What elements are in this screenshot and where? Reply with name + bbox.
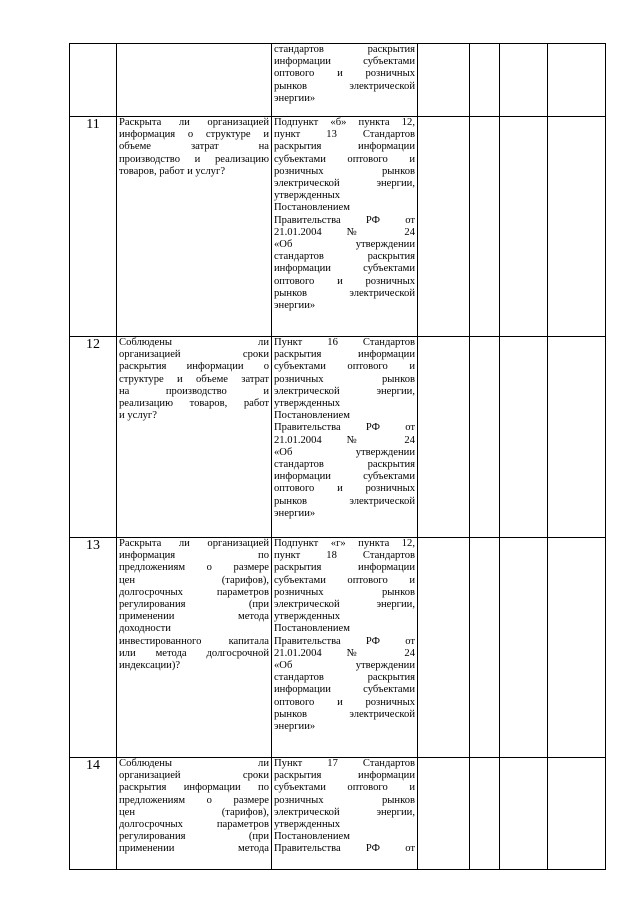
empty-cell (418, 337, 470, 538)
requirement-line: Правительства РФ от (274, 422, 415, 434)
requirement-line: рынков электрической (274, 80, 415, 92)
empty-cell (470, 117, 500, 337)
question-cell (117, 758, 272, 870)
empty-cell (470, 538, 500, 758)
requirement-line: субъектами оптового и (274, 361, 415, 373)
row-number: 11 (70, 117, 117, 337)
requirement-line: Пункт 16 Стандартов (274, 337, 415, 348)
question-line: на производство и (119, 385, 269, 397)
requirement-line: раскрытия информации (274, 141, 415, 153)
empty-cell (418, 44, 470, 117)
requirement-line: стандартов раскрытия (274, 672, 415, 684)
requirement-line: рынков электрической (274, 708, 415, 720)
table-row (70, 337, 606, 538)
requirement-line: стандартов раскрытия (274, 44, 415, 55)
requirement-line: Пункт 17 Стандартов (274, 758, 415, 769)
empty-cell (548, 538, 606, 758)
row-number: 12 (70, 337, 117, 538)
question-line: применении метода (119, 843, 269, 855)
question-line: долгосрочных параметров (119, 819, 269, 831)
question-line: цен (тарифов), (119, 806, 269, 818)
question-line: Соблюдены ли (119, 337, 269, 348)
empty-cell (418, 758, 470, 870)
requirement-cell (272, 538, 418, 758)
requirement-line: утвержденных (274, 819, 341, 831)
requirement-line: оптового и розничных (274, 275, 415, 287)
requirement-line: Постановлением (274, 831, 350, 843)
question-line: цен (тарифов), (119, 574, 269, 586)
question-cell (117, 44, 272, 117)
requirement-line: раскрытия информации (274, 770, 415, 782)
question-line: раскрытия информации по (119, 782, 269, 794)
row-number: 13 (70, 538, 117, 758)
requirement-line: электрической энергии, (274, 178, 415, 190)
requirement-line: раскрытия информации (274, 349, 415, 361)
requirement-line: энергии» (274, 721, 316, 733)
requirement-line: электрической энергии, (274, 806, 415, 818)
requirement-line: Подпункт «г» пункта 12, (274, 538, 415, 549)
question-line: применении метода (119, 611, 269, 623)
question-line: инвестированного капитала (119, 635, 269, 647)
question-line: Соблюдены ли (119, 758, 269, 769)
empty-cell (548, 44, 606, 117)
requirement-line: информации субъектами (274, 56, 415, 68)
question-cell (117, 337, 272, 538)
requirement-line: стандартов раскрытия (274, 459, 415, 471)
requirement-line: рынков электрической (274, 287, 415, 299)
requirement-line: Правительства РФ от (274, 843, 415, 855)
question-line: раскрытия информации о (119, 361, 269, 373)
question-line: информация о структуре и (119, 129, 269, 141)
empty-cell (470, 758, 500, 870)
requirement-line: электрической энергии, (274, 385, 415, 397)
question-line: товаров, работ и услуг? (119, 165, 226, 177)
requirement-line: электрической энергии, (274, 599, 415, 611)
question-line: организацией сроки (119, 349, 269, 361)
question-line: организацией сроки (119, 770, 269, 782)
question-line: предложениям о размере (119, 794, 269, 806)
requirement-line: субъектами оптового и (274, 782, 415, 794)
question-line: доходности (119, 623, 171, 635)
requirement-line: 21.01.2004 № 24 (274, 434, 415, 446)
empty-cell (500, 758, 548, 870)
requirement-cell (272, 758, 418, 870)
table-row (70, 538, 606, 758)
question-line: структуре и объеме затрат (119, 373, 269, 385)
requirement-line: энергии» (274, 300, 316, 312)
question-line: предложениям о размере (119, 562, 269, 574)
requirement-line: энергии» (274, 92, 316, 104)
empty-cell (500, 538, 548, 758)
question-line: Раскрыта ли организацией (119, 538, 269, 549)
requirement-line: оптового и розничных (274, 696, 415, 708)
requirement-line: рынков электрической (274, 495, 415, 507)
checklist-table (69, 43, 606, 870)
table-row (70, 758, 606, 870)
requirement-line: утвержденных (274, 611, 341, 623)
empty-cell (500, 44, 548, 117)
requirement-line: 21.01.2004 № 24 (274, 226, 415, 238)
row-number (70, 44, 117, 117)
row-number: 14 (70, 758, 117, 870)
requirement-line: утвержденных (274, 190, 341, 202)
requirement-line: розничных рынков (274, 165, 415, 177)
empty-cell (500, 337, 548, 538)
question-cell (117, 538, 272, 758)
requirement-line: розничных рынков (274, 586, 415, 598)
question-line: реализацию товаров, работ (119, 398, 269, 410)
empty-cell (470, 337, 500, 538)
question-line: производство и реализацию (119, 153, 269, 165)
empty-cell (418, 117, 470, 337)
requirement-line: «Об утверждении (274, 239, 415, 251)
requirement-line: розничных рынков (274, 794, 415, 806)
requirement-line: субъектами оптового и (274, 153, 415, 165)
question-line: или метода долгосрочной (119, 647, 269, 659)
requirement-line: пункт 13 Стандартов (274, 129, 415, 141)
question-line: индексации)? (119, 660, 181, 672)
table-row (70, 44, 606, 117)
requirement-line: «Об утверждении (274, 660, 415, 672)
empty-cell (418, 538, 470, 758)
requirement-line: «Об утверждении (274, 446, 415, 458)
requirement-line: Подпункт «б» пункта 12, (274, 117, 415, 128)
question-line: информация по (119, 550, 269, 562)
requirement-line: оптового и розничных (274, 68, 415, 80)
requirement-line: раскрытия информации (274, 562, 415, 574)
empty-cell (500, 117, 548, 337)
empty-cell (548, 758, 606, 870)
requirement-line: Постановлением (274, 202, 350, 214)
requirement-line: Постановлением (274, 410, 350, 422)
requirement-line: Правительства РФ от (274, 635, 415, 647)
requirement-cell (272, 337, 418, 538)
table-row (70, 117, 606, 337)
requirement-line: утвержденных (274, 398, 341, 410)
requirement-line: пункт 18 Стандартов (274, 550, 415, 562)
requirement-line: оптового и розничных (274, 483, 415, 495)
question-cell (117, 117, 272, 337)
question-line: долгосрочных параметров (119, 586, 269, 598)
requirement-cell (272, 117, 418, 337)
checklist-body (70, 44, 606, 870)
requirement-line: Постановлением (274, 623, 350, 635)
question-line: регулирования (при (119, 831, 269, 843)
empty-cell (548, 337, 606, 538)
empty-cell (548, 117, 606, 337)
empty-cell (470, 44, 500, 117)
requirement-cell (272, 44, 418, 117)
question-line: объеме затрат на (119, 141, 269, 153)
requirement-line: субъектами оптового и (274, 574, 415, 586)
requirement-line: Правительства РФ от (274, 214, 415, 226)
requirement-line: информации субъектами (274, 684, 415, 696)
question-line: Раскрыта ли организацией (119, 117, 269, 128)
requirement-line: информации субъектами (274, 471, 415, 483)
requirement-line: информации субъектами (274, 263, 415, 275)
requirement-line: розничных рынков (274, 373, 415, 385)
question-line: регулирования (при (119, 599, 269, 611)
requirement-line: энергии» (274, 507, 316, 519)
requirement-line: стандартов раскрытия (274, 251, 415, 263)
question-line: и услуг? (119, 410, 157, 422)
requirement-line: 21.01.2004 № 24 (274, 647, 415, 659)
